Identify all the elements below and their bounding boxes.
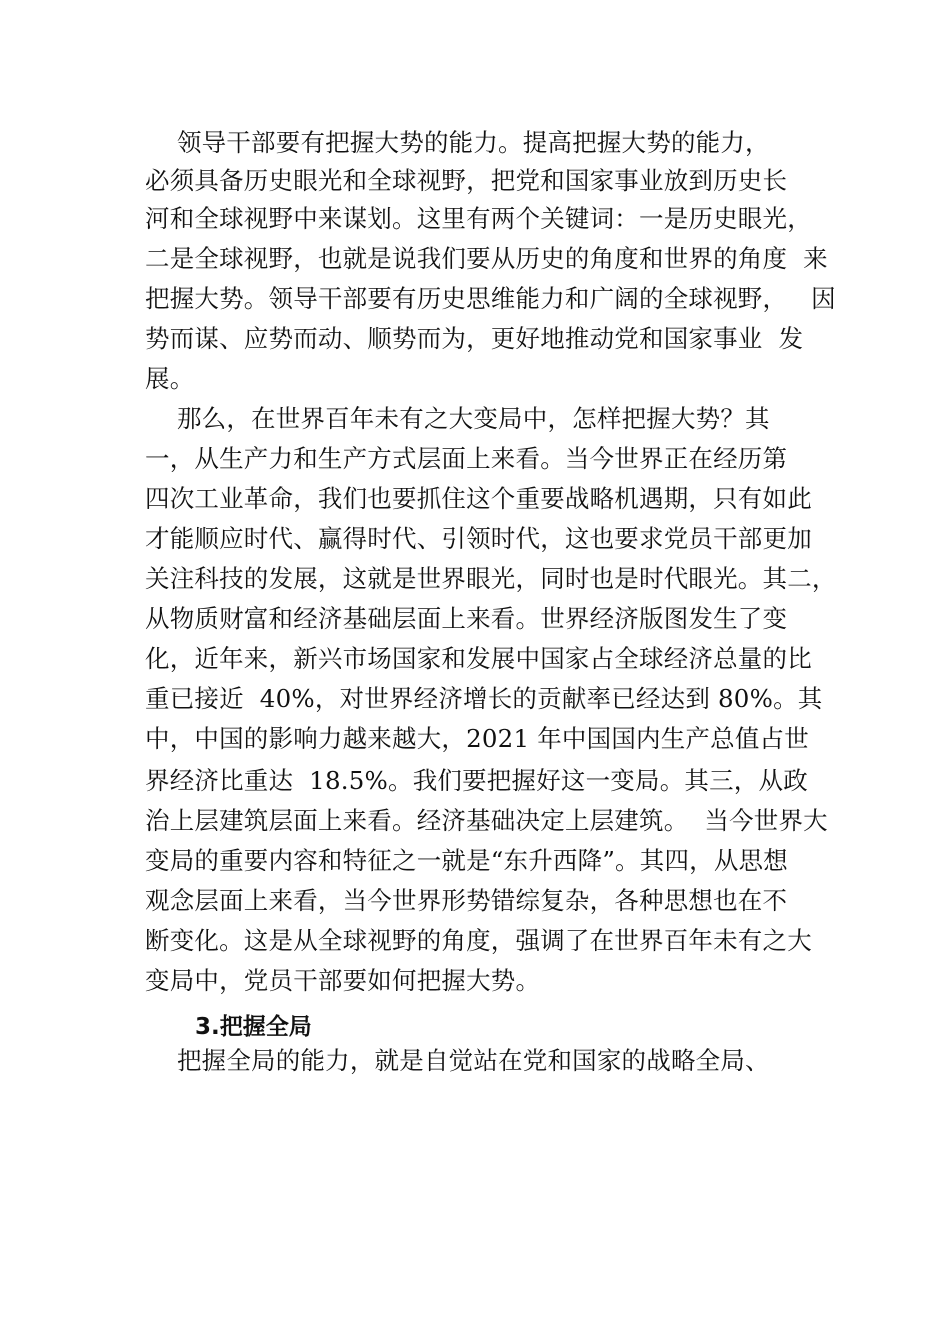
paragraph-2-line-10: 界经济比重达 18.5%。我们要把握好这一变局。其三，从政: [145, 766, 808, 795]
paragraph-2-line-7: 化，近年来，新兴市场国家和发展中国家占全球经济总量的比: [145, 644, 812, 673]
paragraph-2-line-13: 观念层面上来看，当今世界形势错综复杂，各种思想也在不: [145, 886, 788, 915]
paragraph-1-line-3: 河和全球视野中来谋划。这里有两个关键词：一是历史眼光，: [145, 204, 812, 233]
paragraph-2-line-5: 关注科技的发展，这就是世界眼光，同时也是时代眼光。其二，: [145, 564, 837, 593]
paragraph-1-line-4: 二是全球视野，也就是说我们要从历史的角度和世界的角度 来: [145, 244, 828, 273]
paragraph-2-line-3: 四次工业革命，我们也要抓住这个重要战略机遇期，只有如此: [145, 484, 812, 513]
paragraph-2-line-1: 那么，在世界百年未有之大变局中，怎样把握大势？其: [145, 404, 770, 433]
paragraph-1-line-5: 把握大势。领导干部要有历史思维能力和广阔的全球视野， 因: [145, 284, 836, 313]
section-heading: 3.把握全局: [195, 1014, 312, 1040]
paragraph-1-line-7: 展。: [145, 364, 195, 393]
paragraph-2-line-8: 重已接近 40%，对世界经济增长的贡献率已经达到 80%。其: [145, 684, 823, 713]
paragraph-2-line-12: 变局的重要内容和特征之一就是“东升西降”。其四，从思想: [145, 846, 788, 875]
paragraph-2-line-4: 才能顺应时代、赢得时代、引领时代，这也要求党员干部更加: [145, 524, 812, 553]
paragraph-2-line-9: 中，中国的影响力越来越大，2021 年中国国内生产总值占世: [145, 724, 809, 753]
paragraph-3-line-1: 把握全局的能力，就是自觉站在党和国家的战略全局、: [145, 1046, 770, 1075]
paragraph-1-line-1: 领导干部要有把握大势的能力。提高把握大势的能力，: [145, 128, 770, 157]
paragraph-1-line-2: 必须具备历史眼光和全球视野，把党和国家事业放到历史长: [145, 166, 788, 195]
paragraph-2-line-2: 一，从生产力和生产方式层面上来看。当今世界正在经历第: [145, 444, 788, 473]
paragraph-2-line-11: 治上层建筑层面上来看。经济基础决定上层建筑。 当今世界大: [145, 806, 828, 835]
paragraph-2-line-14: 断变化。这是从全球视野的角度，强调了在世界百年未有之大: [145, 926, 812, 955]
paragraph-2-line-15: 变局中，党员干部要如何把握大势。: [145, 966, 541, 995]
paragraph-2-line-6: 从物质财富和经济基础层面上来看。世界经济版图发生了变: [145, 604, 788, 633]
paragraph-1-line-6: 势而谋、应势而动、顺势而为，更好地推动党和国家事业 发: [145, 324, 804, 353]
